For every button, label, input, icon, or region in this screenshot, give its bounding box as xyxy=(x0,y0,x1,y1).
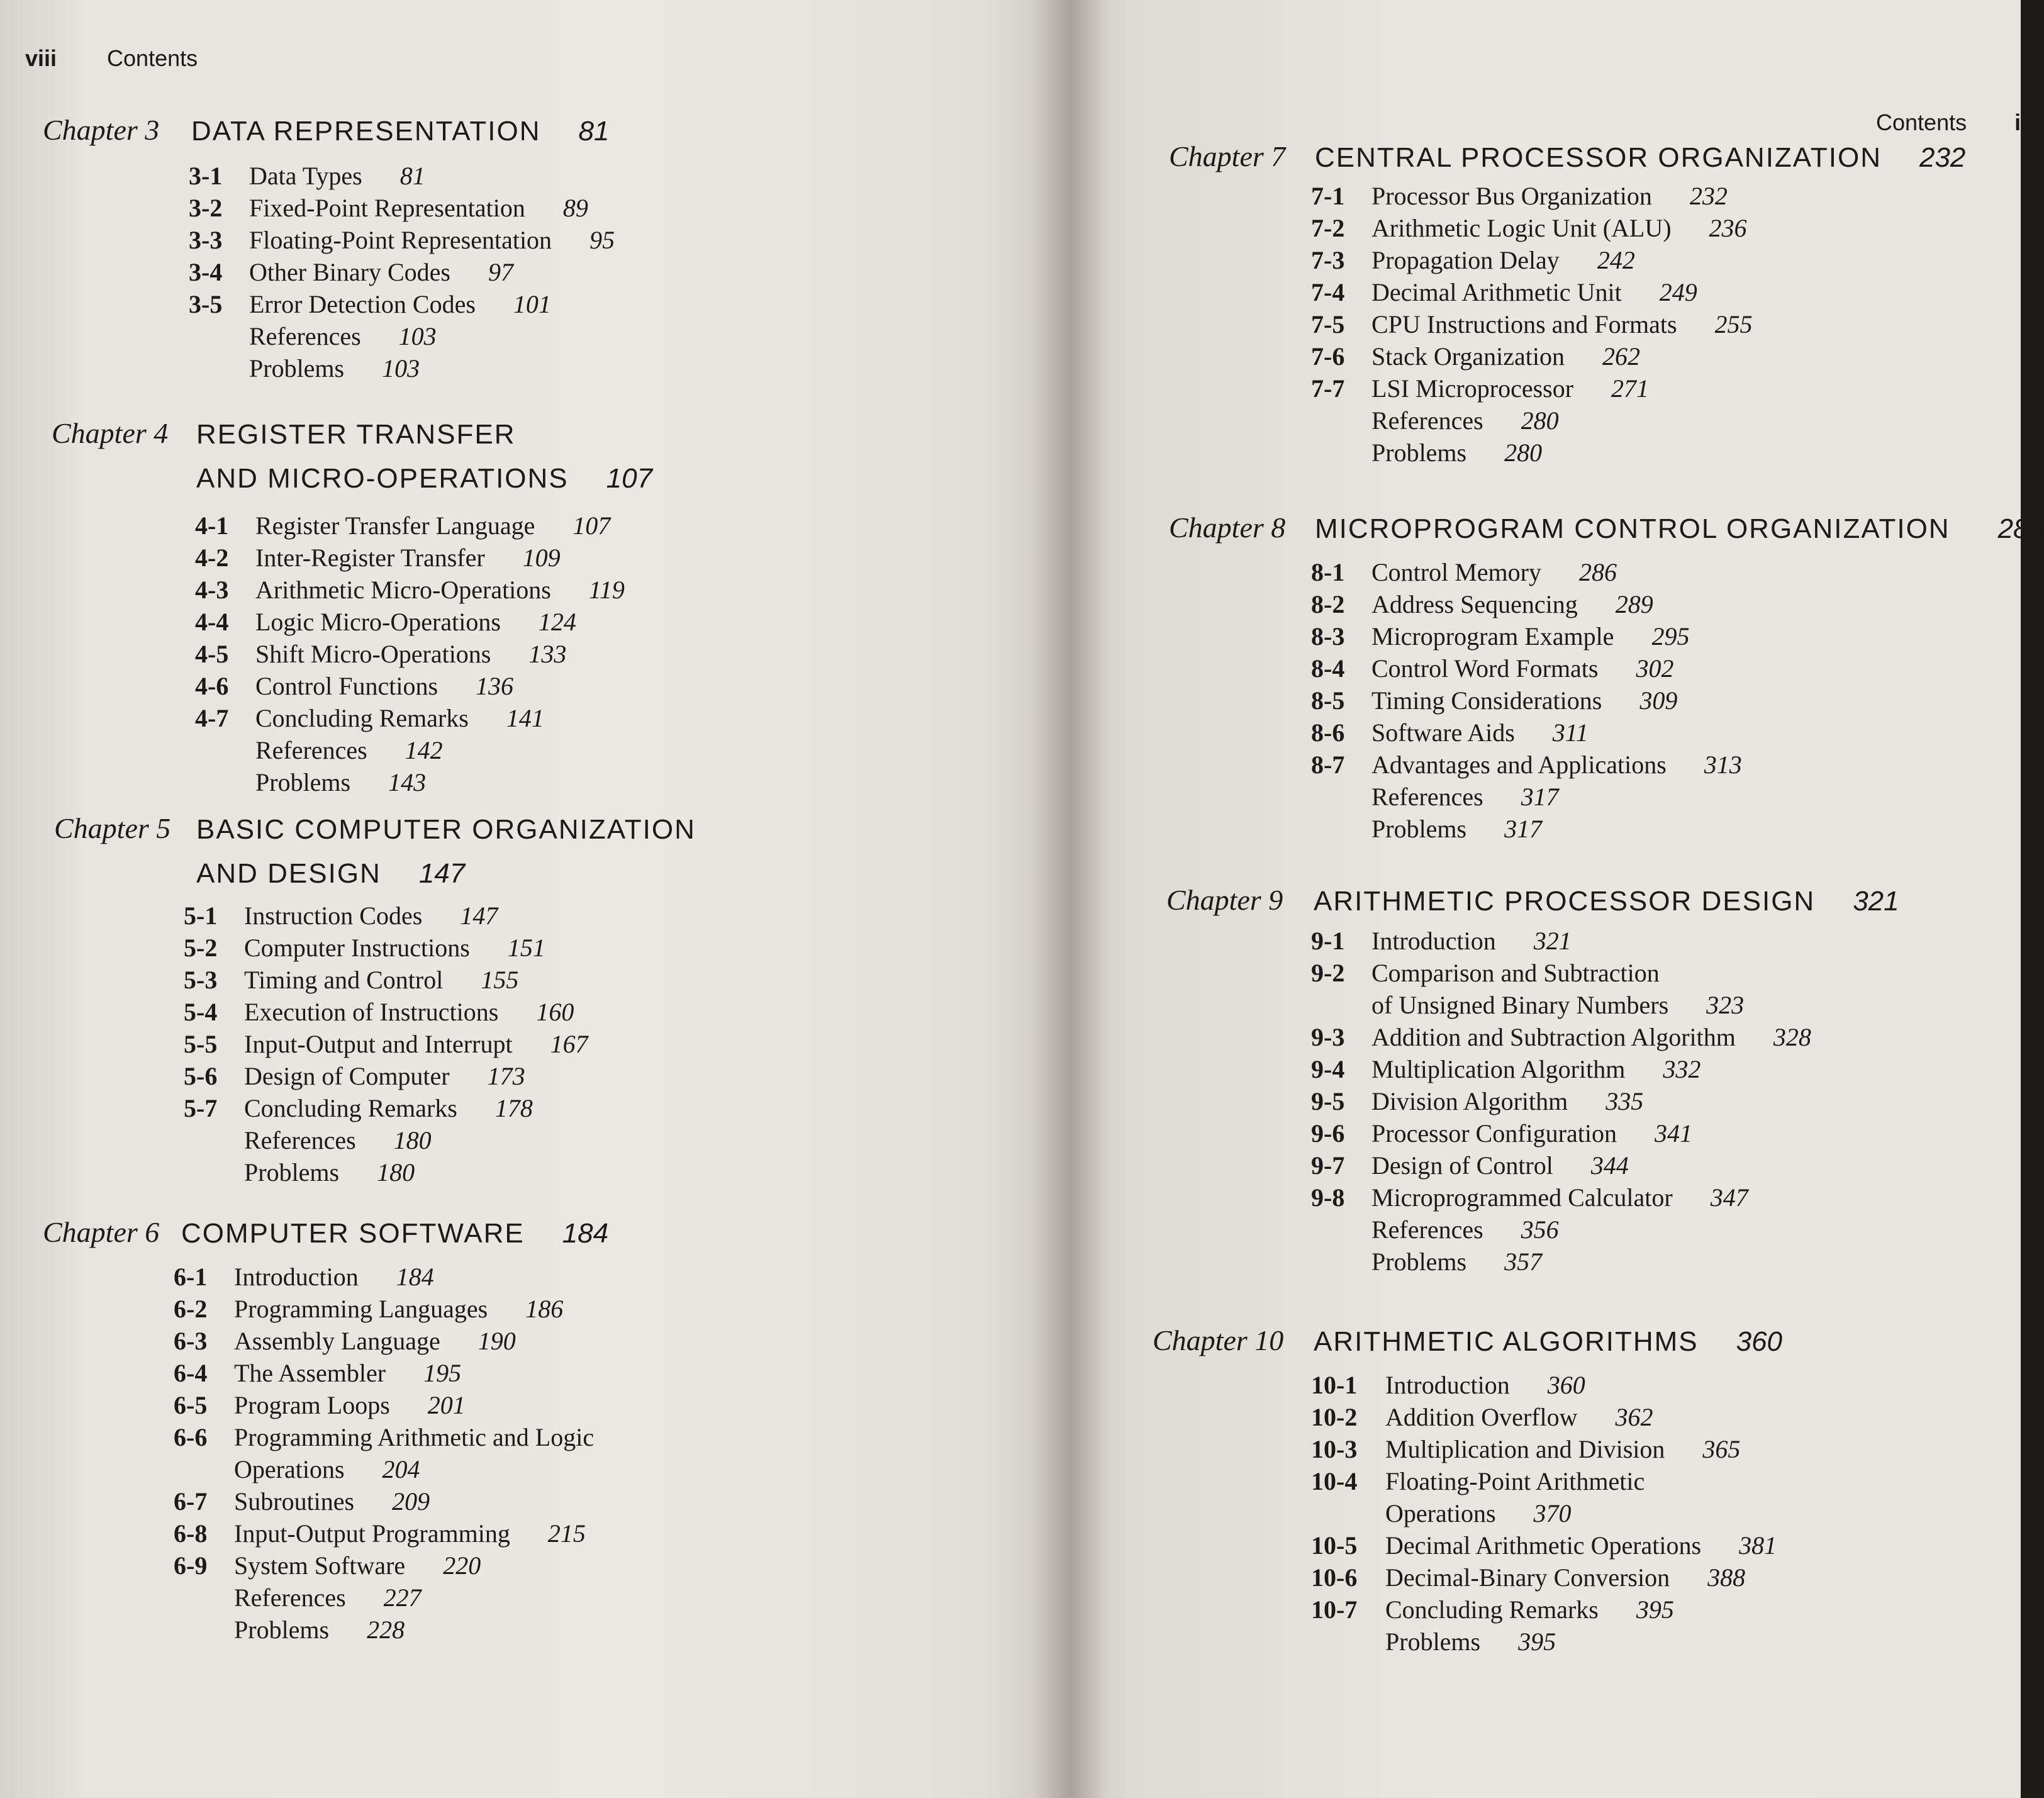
chapter-10: Chapter 10 ARITHMETIC ALGORITHMS 360 10-1 Introduction 360 10-2 Addition Overflow 362 10-3 Multiplication and Division 365 10-4 Floating-Point Arithmetic Operations 370 10-5 Decimal Arithmetic Operations 381 10-6 Decimal-Binary Conversion 388 10-7 Concluding Remarks 395 Problems 395 xyxy=(1153,1324,1311,1659)
right-page-number: ix xyxy=(2014,109,2034,135)
chapter-page: 81 xyxy=(578,116,610,147)
chapter-label: Chapter 7 xyxy=(1169,140,1286,172)
chapter-5: Chapter 5 BASIC COMPUTER ORGANIZATION AND DESIGN 147 5-1 Instruction Codes 147 5-2 Computer Instructions 151 5-3 Timing and Control 155 5-4 Execution of Instructions 160 5-5 Input-Output and Interrupt 167 5-6 Design of Computer 173 5-7 Concluding Remarks 178 References 180 Problems 180 xyxy=(54,812,184,1190)
chapter-page: 286 xyxy=(1997,513,2044,544)
chapter-title: ARITHMETIC PROCESSOR DESIGN 321 xyxy=(1314,886,1899,917)
chapter-label: Chapter 8 xyxy=(1169,511,1286,544)
left-running-title: Contents xyxy=(107,45,198,71)
chapter-page: 321 xyxy=(1853,886,1899,917)
chapter-6: Chapter 6 COMPUTER SOFTWARE 184 6-1 Introduction 184 6-2 Programming Languages 186 6-3 Assembly Language 190 6-4 The Assembler 195 6-5 Program Loops 201 6-6 Programming Arithmetic and Logic Operations 204 6-7 Subroutines 209 6-8 Input-Output Programming 215 6-9 System Software 220 References 227 Problems 228 xyxy=(43,1215,174,1647)
chapter-title: MICROPROGRAM CONTROL ORGANIZATION 286 xyxy=(1315,513,2044,544)
chapter-label: Chapter 6 xyxy=(43,1216,160,1248)
chapter-8: Chapter 8 MICROPROGRAM CONTROL ORGANIZATION 286 8-1 Control Memory 286 8-2 Address Sequencing 289 8-3 Microprogram Example 295 8-4 Control Word Formats 302 8-5 Timing Considerations 309 8-6 Software Aids 311 8-7 Advantages and Applications 313 References 317 Problems 317 xyxy=(1169,511,1311,846)
chapter-title: BASIC COMPUTER ORGANIZATION AND DESIGN 147 xyxy=(196,814,696,889)
chapter-title: COMPUTER SOFTWARE 184 xyxy=(181,1218,609,1249)
chapter-4: Chapter 4 REGISTER TRANSFER AND MICRO-OPERATIONS 107 4-1 Register Transfer Language 107 4-2 Inter-Register Transfer 109 4-3 Arithmetic Micro-Operations 119 4-4 Logic Micro-Operations 124 4-5 Shift Micro-Operations 133 4-6 Control Functions 136 4-7 Concluding Remarks 141 References 142 Problems 143 xyxy=(52,416,195,800)
chapter-title: DATA REPRESENTATION 81 xyxy=(191,116,610,147)
chapter-label: Chapter 4 xyxy=(52,417,169,449)
chapter-label: Chapter 5 xyxy=(54,812,171,844)
chapter-page: 232 xyxy=(1919,142,1966,173)
left-page-number: viii xyxy=(25,45,57,71)
book-gutter-shadow xyxy=(1032,0,1107,1798)
chapter-label: Chapter 9 xyxy=(1166,884,1283,916)
chapter-title: ARITHMETIC ALGORITHMS 360 xyxy=(1314,1326,1783,1357)
chapter-title: REGISTER TRANSFER AND MICRO-OPERATIONS 107 xyxy=(196,419,653,494)
chapter-page: 107 xyxy=(606,463,653,494)
right-running-head xyxy=(1876,109,2033,136)
chapter-page: 184 xyxy=(562,1218,609,1249)
chapter-label: Chapter 10 xyxy=(1153,1324,1284,1356)
chapter-7: Chapter 7 CENTRAL PROCESSOR ORGANIZATION 232 7-1 Processor Bus Organization 232 7-2 Arithmetic Logic Unit (ALU) 236 7-3 Propagation Delay 242 7-4 Decimal Arithmetic Unit 249 7-5 CPU Instructions and Formats 255 7-6 Stack Organization 262 7-7 LSI Microprocessor 271 References 280 Problems 280 xyxy=(1169,140,1311,470)
right-running-title: Contents xyxy=(1876,109,1967,135)
left-running-head xyxy=(25,45,198,72)
chapter-title: CENTRAL PROCESSOR ORGANIZATION 232 xyxy=(1315,142,1966,173)
chapter-9: Chapter 9 ARITHMETIC PROCESSOR DESIGN 321 9-1 Introduction 321 9-2 Comparison and Subtraction of Unsigned Binary Numbers 323 9-3 Addition and Subtraction Algorithm 328 9-4 Multiplication Algorithm 332 9-5 Division Algorithm 335 9-6 Processor Configuration 341 9-7 Design of Control 344 9-8 Microprogrammed Calculator 347 References 356 Problems 357 xyxy=(1166,883,1311,1279)
chapter-page: 360 xyxy=(1736,1326,1783,1357)
chapter-label: Chapter 3 xyxy=(43,114,160,146)
chapter-page: 147 xyxy=(418,858,466,889)
chapter-3: Chapter 3 DATA REPRESENTATION 81 3-1 Data Types 81 3-2 Fixed-Point Representation 89 3-3 Floating-Point Representation 95 3-4 Other Binary Codes 97 3-5 Error Detection Codes 101 References 103 Problems 103 xyxy=(43,113,189,386)
right-page xyxy=(1069,0,2044,1798)
